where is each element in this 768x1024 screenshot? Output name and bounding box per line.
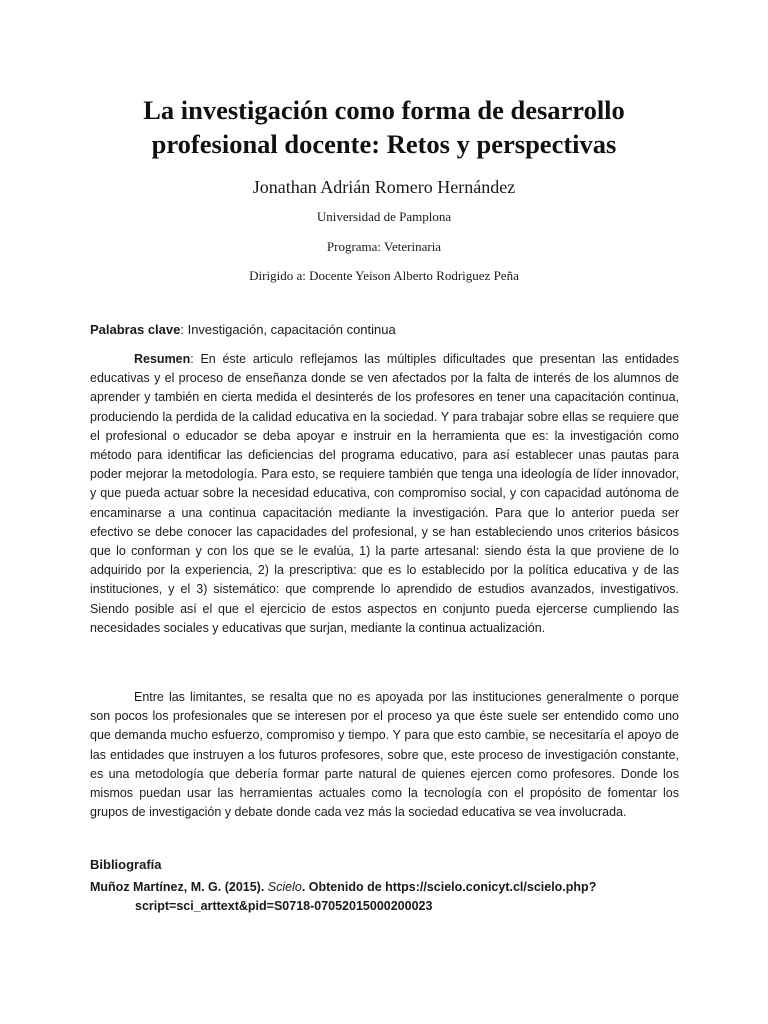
reference-source: Scielo [267,880,302,894]
author-name: Jonathan Adrián Romero Hernández [252,177,516,197]
body-paragraph-2: Entre las limitantes, se resalta que no es apoyada por las instituciones generalmente o porque son pocos los profesionales que se interesen por el proceso ya que éste suele ser entendido como uno que demanda mucho esfuerzo, compromiso y tiempo. Y para que esto cambie, se necesitaría el apoyo de las entidades que instruyen a los futuros profesores, sobre que, este proceso de investigación constante, es una metodología que debería formar parte natural de quienes ejercen como profesores. Donde los mismos puedan usar las herramientas actuales como la tecnología con el propósito de fomentar los grupos de investigación y debate donde cada vez más la sociedad educativa se vea involucrada. [90,690,679,820]
program: Programa: Veterinaria [326,239,442,254]
reference-url-tail: script=sci_arttext&pid=S0718-07052015000200023 [135,899,433,913]
keywords-label: Palabras clave [90,322,181,337]
reference-authors: Muñoz Martínez, M. G. (2015). [90,880,268,894]
directed-by: Dirigido a: Docente Yeison Alberto Rodriguez Peña [249,268,519,283]
keywords-text: : Investigación, capacitación continua [180,322,396,337]
title-line-2: profesional docente: Retos y perspectivas [151,129,617,159]
abstract-label: Resumen [134,352,191,366]
university: Universidad de Pamplona [316,209,452,224]
reference-line-1 [90,879,690,896]
reference-line-2 [135,898,735,915]
keywords [90,322,680,338]
document-title [60,93,708,161]
reference-rest: . Obtenido de https://scielo.conicyt.cl/scielo.php? [301,880,597,894]
title-line-1: La investigación como forma de desarrollo [143,95,625,125]
bibliography-heading: Bibliografía [90,857,162,872]
abstract-text: : En éste articulo reflejamos las múltiples dificultades que presentan las entidades educativas y el proceso de enseñanza donde se ven afectados por la falta de interés de los alumnos de aprender y también en cierta medida el desinterés de los profesores en tener una capacitación continua, produciendo la perdida de la calidad educativa en la sociedad. Y para trabajar sobre ellas se requiere que el profesional o educador se deba apoyar e instruir en la herramienta que es: la investigación como método para identificar las deficiencias del programa educativo, para así establecer unas pautas para poder mejorar la metodología. Para esto, se requiere también que tenga una ideología de líder innovador, y que pueda actuar sobre la necesidad educativa, con compromiso social, y con capacidad autónoma de encaminarse a una continua capacitación mediante la investigación. Para que lo anterior pueda ser efectivo se debe conocer las capacidades del profesional, y se han estableciendo unos criterios básicos que lo conforman y con los que se le evalúa, 1) la parte artesanal: siendo ésta la que proviene de lo adquirido por la experiencia, 2) la prescriptiva: que es lo establecido por la política educativa y de las instituciones, y el 3) sistemático: que comprende lo aprendido de estudios avanzados, investigativos. Siendo posible así el que el ejercicio de estos aspectos en conjunto pueda ejercerse cumpliendo las necesidades sociales y educativas que surjan, mediante la continua actualización. [90,352,679,635]
abstract-paragraph [90,350,679,638]
